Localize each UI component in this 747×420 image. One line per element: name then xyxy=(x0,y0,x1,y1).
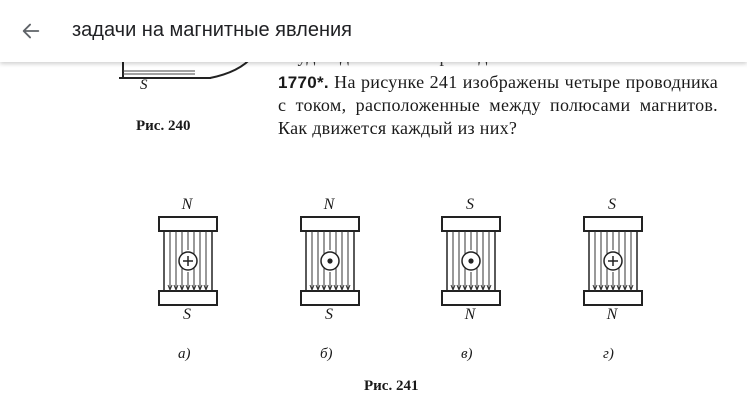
bottom-pole-label: N xyxy=(464,306,476,323)
problem-body: На рисунке 241 изображены четыре проводника с током, расположенные между полюсами магнитов. Как движется каждый из них? xyxy=(278,72,718,138)
top-pole-plate xyxy=(584,217,642,231)
bottom-pole-label: S xyxy=(183,306,191,323)
figure-240-caption: Рис. 240 xyxy=(136,118,191,134)
app-title: задачи на магнитные явления xyxy=(72,19,352,41)
back-button[interactable] xyxy=(14,14,48,48)
figure-240-pole-label: S xyxy=(140,77,148,93)
problem-number: 1770*. xyxy=(278,73,329,92)
bottom-pole-label: S xyxy=(325,306,333,323)
subfigure-label: в) xyxy=(461,346,473,362)
top-pole-label: S xyxy=(466,196,474,213)
bottom-pole-plate xyxy=(442,291,500,305)
problem-text xyxy=(278,71,718,140)
top-pole-plate xyxy=(442,217,500,231)
top-pole-plate xyxy=(159,217,217,231)
subfigure-label: б) xyxy=(320,346,333,362)
magnet-diagram xyxy=(300,216,360,306)
magnet-diagram xyxy=(441,216,501,306)
magnet-diagram xyxy=(583,216,643,306)
subfigure-label: а) xyxy=(178,346,191,362)
arrow-left-icon xyxy=(20,20,42,42)
top-pole-label: N xyxy=(181,196,193,213)
bottom-pole-label: N xyxy=(606,306,618,323)
top-pole-plate xyxy=(301,217,359,231)
bottom-pole-plate xyxy=(584,291,642,305)
top-pole-label: N xyxy=(323,196,335,213)
subfigure-label: г) xyxy=(603,346,614,362)
figure-241-caption: Рис. 241 xyxy=(364,378,419,394)
app-bar xyxy=(0,0,747,62)
current-out-of-page-mark xyxy=(327,258,332,263)
magnet-diagram xyxy=(158,216,218,306)
bottom-pole-plate xyxy=(159,291,217,305)
current-out-of-page-mark xyxy=(468,258,473,263)
top-pole-label: S xyxy=(608,196,616,213)
bottom-pole-plate xyxy=(301,291,359,305)
